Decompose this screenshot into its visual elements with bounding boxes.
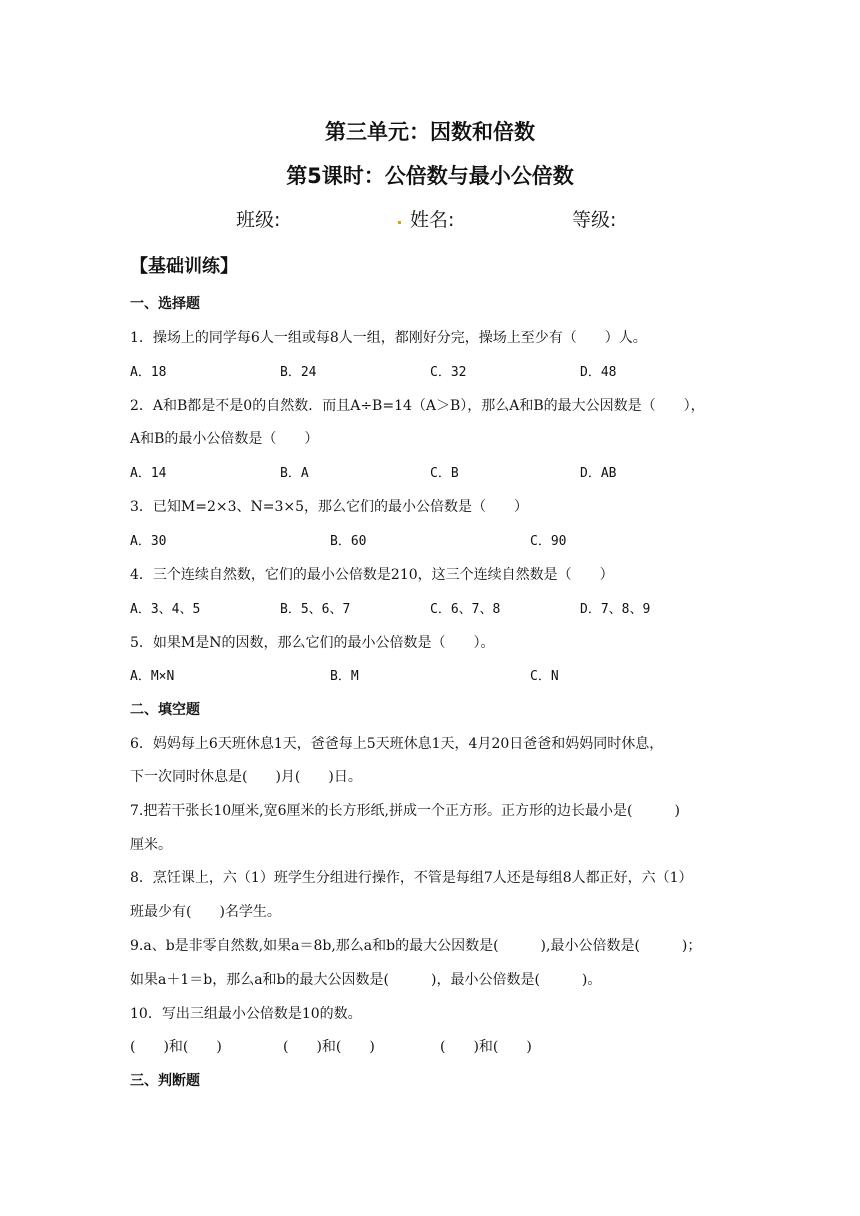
q6-line1: 6．妈妈每上6天班休息1天，爸爸每上5天班休息1天，4月20日爸爸和妈妈同时休息，: [130, 736, 664, 752]
q7-line2: 厘米。: [130, 837, 172, 853]
q2-line2: A和B的最小公倍数是（ ）: [130, 431, 319, 447]
grade-label: 等级:: [572, 209, 617, 231]
q2-option-c: C．B: [430, 466, 459, 481]
class-label: 班级:: [236, 209, 281, 231]
q4-option-c: C．6、7、8: [430, 602, 501, 617]
q10-text: 10．写出三组最小公倍数是10的数。: [130, 1006, 362, 1022]
q2-line1: 2．A和B都是不是0的自然数．而且A÷B=14（A＞B），那么A和B的最大公因数是（ ），: [130, 398, 705, 414]
q10-blank-2: ( )和( ): [283, 1039, 375, 1055]
q7-line1: 7.把若干张长10厘米,宽6厘米的长方形纸,拼成一个正方形。正方形的边长最小是( ): [130, 803, 680, 819]
q3-option-c: C．90: [530, 534, 567, 549]
q1-text: 1．操场上的同学每6人一组或每8人一组，都刚好分完，操场上至少有（ ）人。: [130, 330, 647, 346]
q5-option-c: C．N: [530, 669, 559, 684]
q2-option-d: D．AB: [580, 466, 617, 481]
q3-option-b: B．60: [330, 534, 367, 549]
q2-option-a: A．14: [130, 466, 167, 481]
q9-line1: 9.a、b是非零自然数,如果a＝8b,那么a和b的最大公因数是( ),最小公倍数是( )；: [130, 938, 702, 954]
q6-line2: 下一次同时休息是( )月( )日。: [130, 769, 362, 785]
q8-line2: 班最少有( )名学生。: [130, 904, 281, 920]
marker-dot: [398, 221, 401, 224]
q5-option-b: B．M: [330, 669, 359, 684]
q5-text: 5．如果M是N的因数，那么它们的最小公倍数是（ ）。: [130, 635, 495, 651]
q3-option-a: A．30: [130, 534, 167, 549]
part2-heading: 二、填空题: [130, 702, 200, 718]
q4-option-d: D．7、8、9: [580, 602, 651, 617]
q9-line2: 如果a＋1＝b，那么a和b的最大公因数是( )，最小公倍数是( )。: [130, 972, 602, 988]
q1-option-d: D．48: [580, 365, 617, 380]
q10-blank-3: ( )和( ): [440, 1039, 532, 1055]
part1-heading: 一、选择题: [130, 296, 200, 312]
q5-option-a: A．M×N: [130, 669, 175, 684]
part3-heading: 三、判断题: [130, 1073, 200, 1089]
unit-title: 第三单元：因数和倍数: [325, 120, 535, 144]
section-title: 【基础训练】: [130, 256, 238, 277]
q4-text: 4．三个连续自然数，它们的最小公倍数是210，这三个连续自然数是（ ）: [130, 567, 614, 583]
q4-option-a: A．3、4、5: [130, 602, 201, 617]
q1-option-b: B．24: [280, 365, 317, 380]
q1-option-c: C．32: [430, 365, 467, 380]
name-label: 姓名:: [410, 209, 455, 231]
q2-option-b: B．A: [280, 466, 309, 481]
q1-option-a: A．18: [130, 365, 167, 380]
lesson-title: 第5课时：公倍数与最小公倍数: [286, 164, 574, 188]
q3-text: 3．已知M=2×3、N=3×5，那么它们的最小公倍数是（ ）: [130, 499, 529, 515]
q8-line1: 8．烹饪课上，六（1）班学生分组进行操作，不管是每组7人还是每组8人都正好，六（1）: [130, 870, 693, 886]
q10-blank-1: ( )和( ): [130, 1039, 222, 1055]
q4-option-b: B．5、6、7: [280, 602, 351, 617]
